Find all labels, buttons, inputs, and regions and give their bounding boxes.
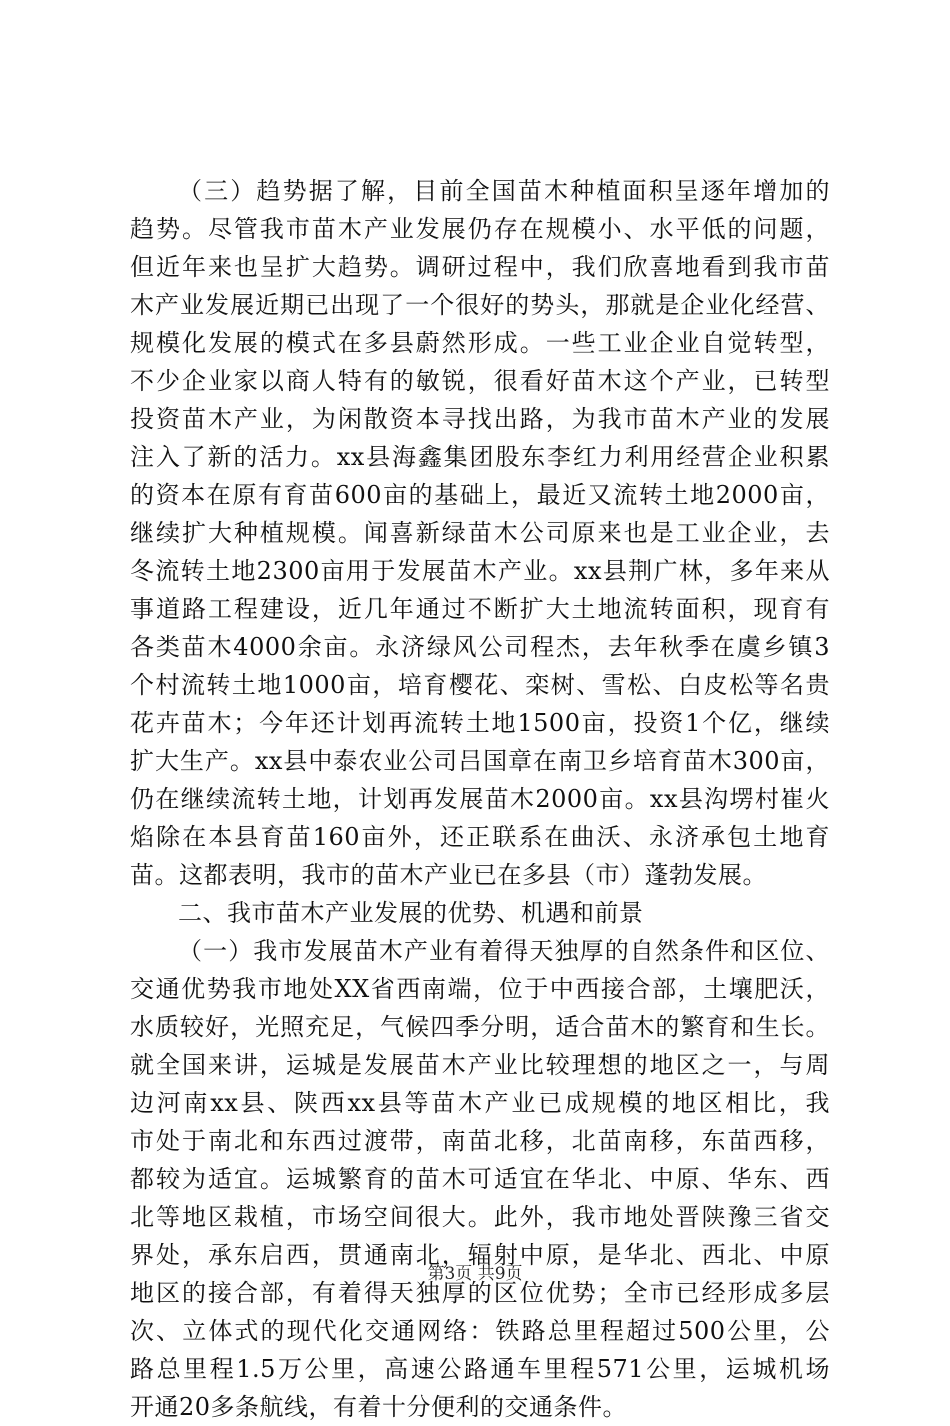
document-body [130,172,830,1426]
paragraph-line: 地区的接合部，有着得天独厚的区位优势；全市已经形成多层 [130,1279,830,1307]
paragraph-line: 扩大生产。xx县中泰农业公司吕国章在南卫乡培育苗木300亩， [130,747,830,775]
paragraph-line: 路总里程1.5万公里，高速公路通车里程571公里，运城机场 [130,1355,830,1383]
paragraph-line: （一）我市发展苗木产业有着得天独厚的自然条件和区位、 [178,937,830,965]
paragraph-line: 但近年来也呈扩大趋势。调研过程中，我们欣喜地看到我市苗 [130,253,830,281]
paragraph-line: 继续扩大种植规模。闻喜新绿苗木公司原来也是工业企业，去 [130,519,830,547]
paragraph-line: 交通优势我市地处XX省西南端，位于中西接合部，土壤肥沃， [130,975,830,1003]
section-heading [130,894,830,932]
paragraph-line: 投资苗木产业，为闲散资本寻找出路，为我市苗木产业的发展 [130,405,830,433]
paragraph-line: 开通20多条航线，有着十分便利的交通条件。 [130,1393,628,1421]
paragraph-line: 北等地区栽植，市场空间很大。此外，我市地处晋陕豫三省交 [130,1203,830,1231]
paragraph-line: 注入了新的活力。xx县海鑫集团股东李红力利用经营企业积累 [130,443,830,471]
page-number-footer: 第3页 共9页 [427,1264,523,1284]
paragraph-line: 花卉苗木；今年还计划再流转土地1500亩，投资1个亿，继续 [130,709,830,737]
paragraph-line: 边河南xx县、陕西xx县等苗木产业已成规模的地区相比，我 [130,1089,830,1117]
paragraph-line: 水质较好，光照充足，气候四季分明，适合苗木的繁育和生长。 [130,1013,830,1041]
paragraph-line: 各类苗木4000余亩。永济绿风公司程杰，去年秋季在虞乡镇3 [130,633,830,661]
heading-line: 二、我市苗木产业发展的优势、机遇和前景 [178,899,644,927]
paragraph-line: 冬流转土地2300亩用于发展苗木产业。xx县荆广林，多年来从 [130,557,830,585]
paragraph-line: 规模化发展的模式在多县蔚然形成。一些工业企业自觉转型， [130,329,830,357]
paragraph-line: 次、立体式的现代化交通网络：铁路总里程超过500公里，公 [130,1317,830,1345]
paragraph-line: 市处于南北和东西过渡带，南苗北移，北苗南移，东苗西移， [130,1127,830,1155]
paragraph-line: 仍在继续流转土地，计划再发展苗木2000亩。xx县沟塄村崔火 [130,785,830,813]
paragraph-line: 都较为适宜。运城繁育的苗木可适宜在华北、中原、华东、西 [130,1165,830,1193]
paragraph-line: （三）趋势据了解，目前全国苗木种植面积呈逐年增加的 [178,177,830,205]
paragraph-advantages [130,932,830,1426]
paragraph-line: 事道路工程建设，近几年通过不断扩大土地流转面积，现育有 [130,595,830,623]
paragraph-line: 苗。这都表明，我市的苗木产业已在多县（市）蓬勃发展。 [130,861,767,889]
paragraph-line: 不少企业家以商人特有的敏锐，很看好苗木这个产业，已转型 [130,367,830,395]
paragraph-line: 趋势。尽管我市苗木产业发展仍存在规模小、水平低的问题， [130,215,830,243]
paragraph-line: 个村流转土地1000亩，培育樱花、栾树、雪松、白皮松等名贵 [130,671,830,699]
paragraph-trend [130,172,830,894]
paragraph-line: 木产业发展近期已出现了一个很好的势头，那就是企业化经营、 [130,291,830,319]
paragraph-line: 的资本在原有育苗600亩的基础上，最近又流转土地2000亩， [130,481,830,509]
paragraph-line: 就全国来讲，运城是发展苗木产业比较理想的地区之一，与周 [130,1051,830,1079]
paragraph-line: 界处，承东启西，贯通南北，辐射中原，是华北、西北、中原 [130,1241,830,1269]
paragraph-line: 焰除在本县育苗160亩外，还正联系在曲沃、永济承包土地育 [130,823,830,851]
